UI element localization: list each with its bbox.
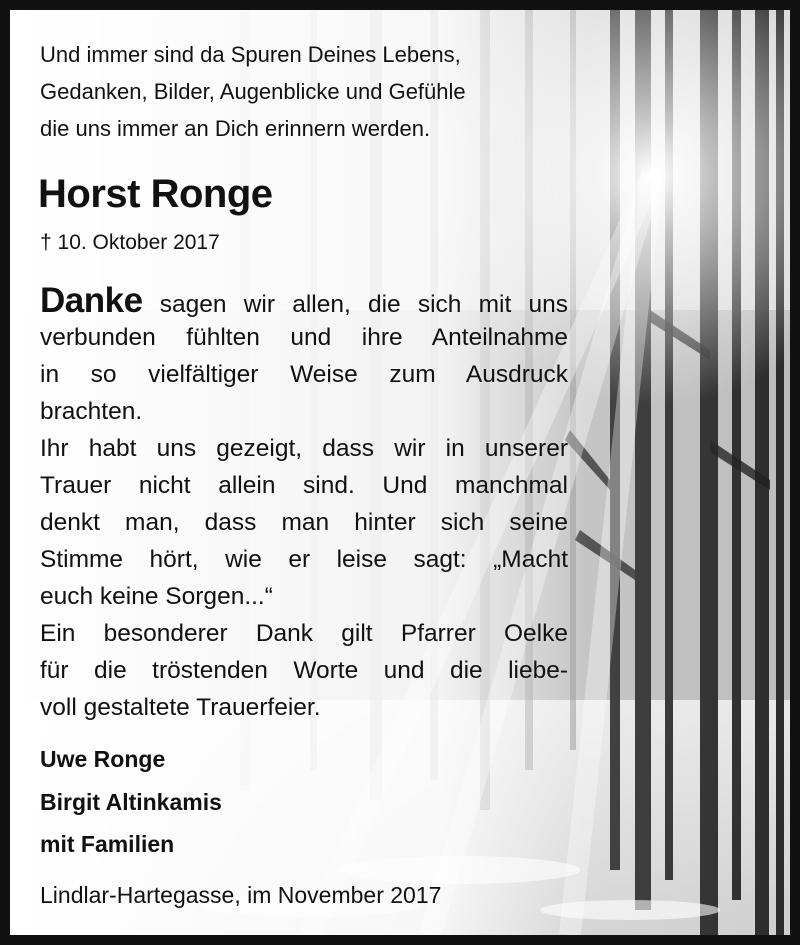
motto-line: die uns immer an Dich erinnern werden. xyxy=(40,116,431,141)
thanks-line: Danke sagen wir allen, die sich mit uns xyxy=(40,282,568,319)
thanks-text xyxy=(40,282,568,726)
thanks-line: für die tröstenden Worte und die liebe- xyxy=(40,657,568,684)
memorial-motto xyxy=(40,36,560,147)
motto-line: Und immer sind da Spuren Deines Lebens, xyxy=(40,42,461,67)
deceased-name: Horst Ronge xyxy=(38,172,273,216)
obituary-text xyxy=(10,10,790,935)
thanks-line: euch keine Sorgen...“ xyxy=(40,583,273,610)
thanks-line: denkt man, dass man hinter sich seine xyxy=(40,509,568,536)
motto-line: Gedanken, Bilder, Augenblicke und Gefühle xyxy=(40,79,466,104)
signature-line: Birgit Altinkamis xyxy=(40,788,222,815)
place-and-date: Lindlar-Hartegasse, im November 2017 xyxy=(40,882,442,908)
signature-line: Uwe Ronge xyxy=(40,746,166,772)
signature-line: mit Familien xyxy=(40,831,175,857)
thanks-line: in so vielfältiger Weise zum Ausdruck xyxy=(40,361,568,388)
thanks-line: verbunden fühlten und ihre Anteilnahme xyxy=(40,324,568,351)
thanks-line: Ihr habt uns gezeigt, dass wir in unserer xyxy=(40,435,568,462)
thanks-line: voll gestaltete Trauerfeier. xyxy=(40,694,321,721)
thanks-line: Stimme hört, wie er leise sagt: „Macht xyxy=(40,546,568,573)
thanks-line: Trauer nicht allein sind. Und manchmal xyxy=(40,472,568,499)
thanks-line: brachten. xyxy=(40,398,143,425)
signatures xyxy=(40,738,222,866)
thanks-lead-word: Danke xyxy=(40,282,143,319)
thanks-line: Ein besonderer Dank gilt Pfarrer Oelke xyxy=(40,620,568,647)
death-date: † 10. Oktober 2017 xyxy=(40,231,220,254)
